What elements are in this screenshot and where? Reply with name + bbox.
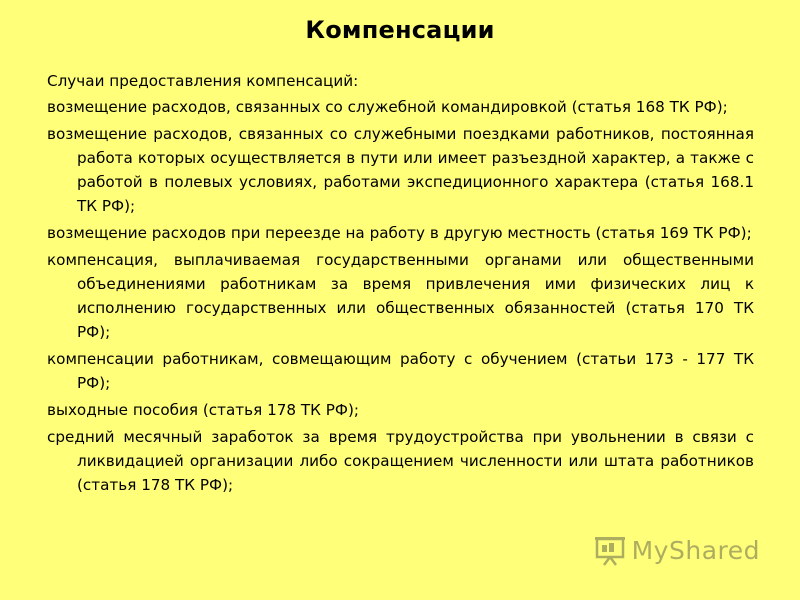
intro-text: Случаи предоставления компенсаций: [47,72,359,90]
slide-content [47,69,754,500]
watermark-text: MyShared [631,536,760,565]
list-item: выходные пособия (статья 178 ТК РФ); [47,401,360,419]
list-item: возмещение расходов, связанных со служебными поездками работников, постоянная работа которых осуществляется в пути или имеет разъездной характер, а также с работой в полевых условиях, работами экспедиционного характера (статья 168.1 ТК РФ); [47,125,754,215]
list-item: компенсации работникам, совмещающим работу с обучением (статьи 173 - 177 ТК РФ); [47,350,754,392]
list-item: возмещение расходов, связанных со служебной командировкой (статья 168 ТК РФ); [47,98,728,116]
list-item: возмещение расходов при переезде на работу в другую местность (статья 169 ТК РФ); [47,224,752,242]
watermark-logo [594,536,760,566]
presentation-board-icon [594,536,628,566]
list-item: средний месячный заработок за время трудоустройства при увольнении в связи с ликвидацией организации либо сокращением численности или штата работников (статья 178 ТК РФ); [47,428,754,494]
list-item: компенсация, выплачиваемая государственными органами или общественными объединениями работникам за время привлечения ими физических лиц к исполнению государственных или общественных обязанностей (статья 170 ТК РФ); [47,251,754,341]
slide-title: Компенсации [305,16,495,44]
compensation-list [47,95,754,497]
